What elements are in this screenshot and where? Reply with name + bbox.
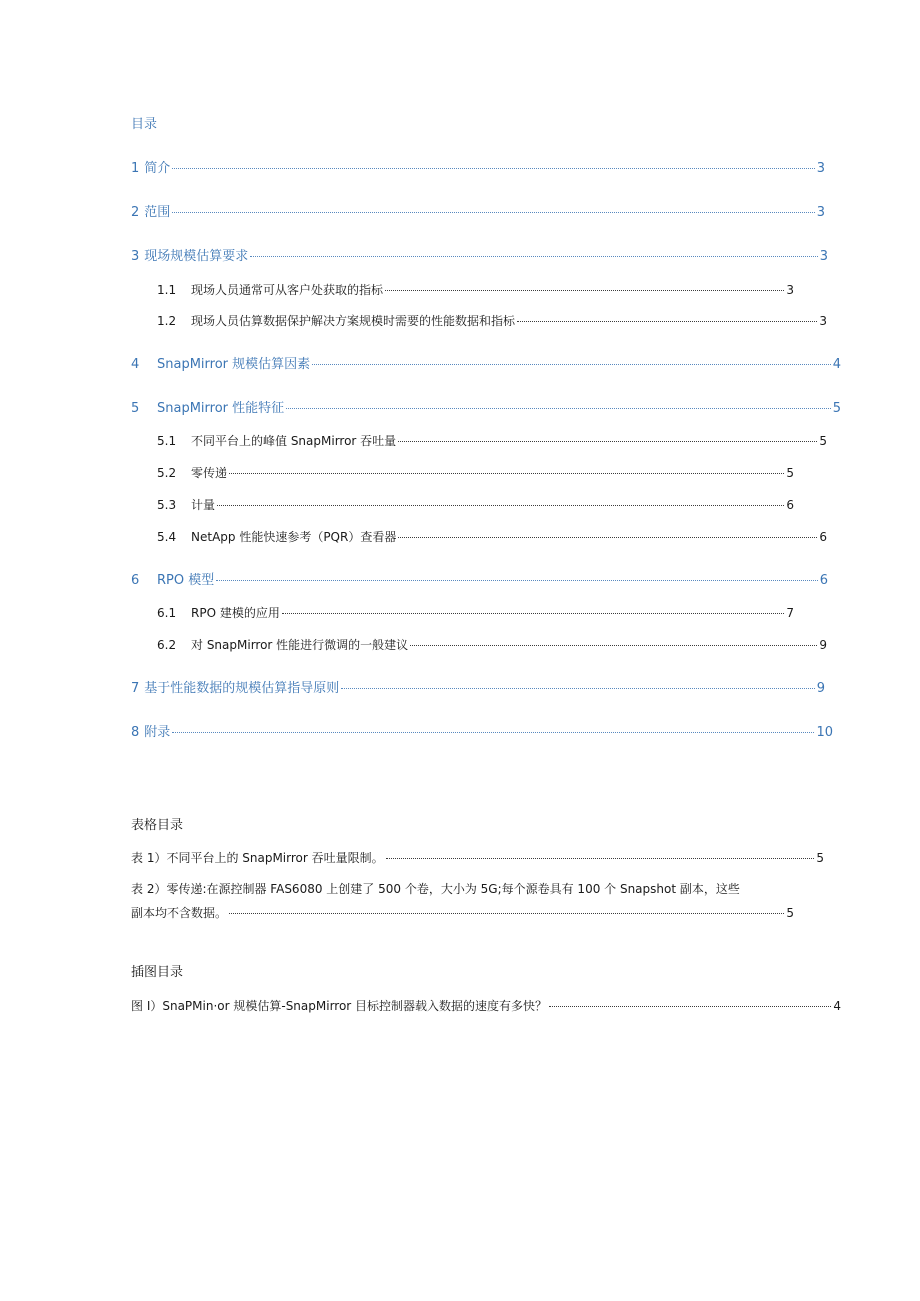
toc-entry-page: 3 [786,283,794,297]
toc-subentry[interactable] [157,604,794,622]
toc-entry-page: 5 [819,434,827,448]
toc-leader-dots [398,441,817,442]
toc-subentry[interactable] [157,281,794,299]
toc-subentry[interactable] [157,432,827,450]
figure-list-entry-page: 4 [833,999,841,1013]
toc-leader-dots [549,1006,831,1007]
toc-entry[interactable] [131,400,841,418]
toc-entry-number: 3 [131,249,140,264]
toc-entry-page: 3 [819,314,827,328]
toc-entry-title: SnapMirror 规模估算因素 [157,357,311,372]
toc-entry-title: 基于性能数据的规模估算指导原则 [144,681,340,696]
toc-leader-dots [286,408,831,409]
toc-entry-number: 5 [131,401,140,416]
toc-subentry[interactable] [157,636,827,654]
toc-entry-number: 5.4 [157,530,177,544]
toc-leader-dots [172,168,814,169]
toc-leader-dots [172,212,814,213]
toc-entry-page: 6 [786,498,794,512]
toc-heading: 目录 [131,117,158,132]
toc-entry-title: 范围 [144,205,171,220]
toc-leader-dots [398,537,817,538]
toc-subentry[interactable] [157,464,794,482]
toc-leader-dots [517,321,817,322]
toc-entry-page: 7 [786,606,794,620]
toc-entry-title: 现场人员估算数据保护解决方案规模时需要的性能数据和指标 [191,314,516,328]
toc-entry-title: 现场人员通常可从客户处获取的指标 [191,283,384,297]
toc-entry-page: 9 [816,681,825,696]
toc-entry-number: 1.2 [157,314,177,328]
toc-entry[interactable] [131,572,828,590]
toc-entry-number: 6 [131,573,140,588]
toc-entry-title: 附录 [144,725,171,740]
toc-leader-dots [229,913,784,914]
toc-entry-title: 现场规模估算要求 [144,249,249,264]
toc-entry-number: 7 [131,681,140,696]
toc-entry-page: 6 [819,530,827,544]
table-list-entry-page: 5 [816,851,824,865]
table-list-entry[interactable] [131,849,824,867]
toc-leader-dots [217,505,784,506]
toc-entry-page: 5 [832,401,841,416]
toc-leader-dots [386,858,815,859]
toc-entry-title: RPO 建模的应用 [191,606,280,620]
toc-entry-number: 2 [131,205,140,220]
toc-entry-number: 6.1 [157,606,177,620]
toc-entry-title: 不同平台上的峰值 SnapMirror 吞吐量 [191,434,397,448]
toc-leader-dots [282,613,785,614]
toc-entry[interactable] [131,204,825,222]
toc-entry-number: 6.2 [157,638,177,652]
toc-entry-number: 1.1 [157,283,177,297]
toc-entry-number: 8 [131,725,140,740]
toc-entry-number: 5.2 [157,466,177,480]
table-list-entry-title-line1[interactable]: 表 2）零传递:在源控制器 FAS6080 上创建了 500 个卷，大小为 5G;每个源卷具有 100 个 Snapshot 副本，这些 [131,882,740,896]
toc-entry-number: 5.3 [157,498,177,512]
toc-subentry[interactable] [157,528,827,546]
toc-entry-title: 简介 [144,161,171,176]
toc-entry-number: 5.1 [157,434,177,448]
figure-list-entry-title: 图 I）SnaPMin·or 规模估算-SnapMirror 目标控制器载入数据的速度有多快？ [131,999,548,1013]
toc-entry-page: 3 [819,249,828,264]
table-list-entry[interactable] [131,904,794,922]
table-list-entry-title-line2: 副本均不含数据。 [131,906,228,920]
tables-heading: 表格目录 [131,818,184,833]
toc-leader-dots [172,732,814,733]
table-list-entry-title: 表 1）不同平台上的 SnapMirror 吞吐量限制。 [131,851,384,865]
toc-entry-page: 9 [819,638,827,652]
toc-entry[interactable] [131,356,841,374]
toc-entry-page: 5 [786,466,794,480]
toc-entry-title: NetApp 性能快速参考（PQR）查看器 [191,530,397,544]
toc-entry[interactable] [131,248,828,266]
toc-entry[interactable] [131,680,825,698]
toc-entry-number: 4 [131,357,140,372]
toc-entry-page: 3 [816,161,825,176]
toc-entry-title: 对 SnapMirror 性能进行微调的一般建议 [191,638,409,652]
toc-leader-dots [312,364,831,365]
toc-entry-number: 1 [131,161,140,176]
toc-subentry[interactable] [157,496,794,514]
figure-list-entry[interactable] [131,997,841,1015]
toc-leader-dots [229,473,784,474]
toc-leader-dots [385,290,784,291]
toc-leader-dots [341,688,814,689]
toc-entry[interactable] [131,724,833,742]
table-list-entry-page: 5 [786,906,794,920]
toc-entry-page: 10 [816,725,833,740]
toc-entry-title: RPO 模型 [157,573,215,588]
toc-leader-dots [216,580,817,581]
toc-entry-title: 计量 [191,498,216,512]
toc-subentry[interactable] [157,312,827,330]
toc-leader-dots [410,645,817,646]
toc-entry-page: 3 [816,205,825,220]
toc-entry-title: SnapMirror 性能特征 [157,401,285,416]
toc-entry-page: 4 [832,357,841,372]
toc-entry-title: 零传递 [191,466,228,480]
toc-entry[interactable] [131,160,825,178]
toc-leader-dots [250,256,817,257]
figures-heading: 插图目录 [131,965,184,980]
toc-entry-page: 6 [819,573,828,588]
